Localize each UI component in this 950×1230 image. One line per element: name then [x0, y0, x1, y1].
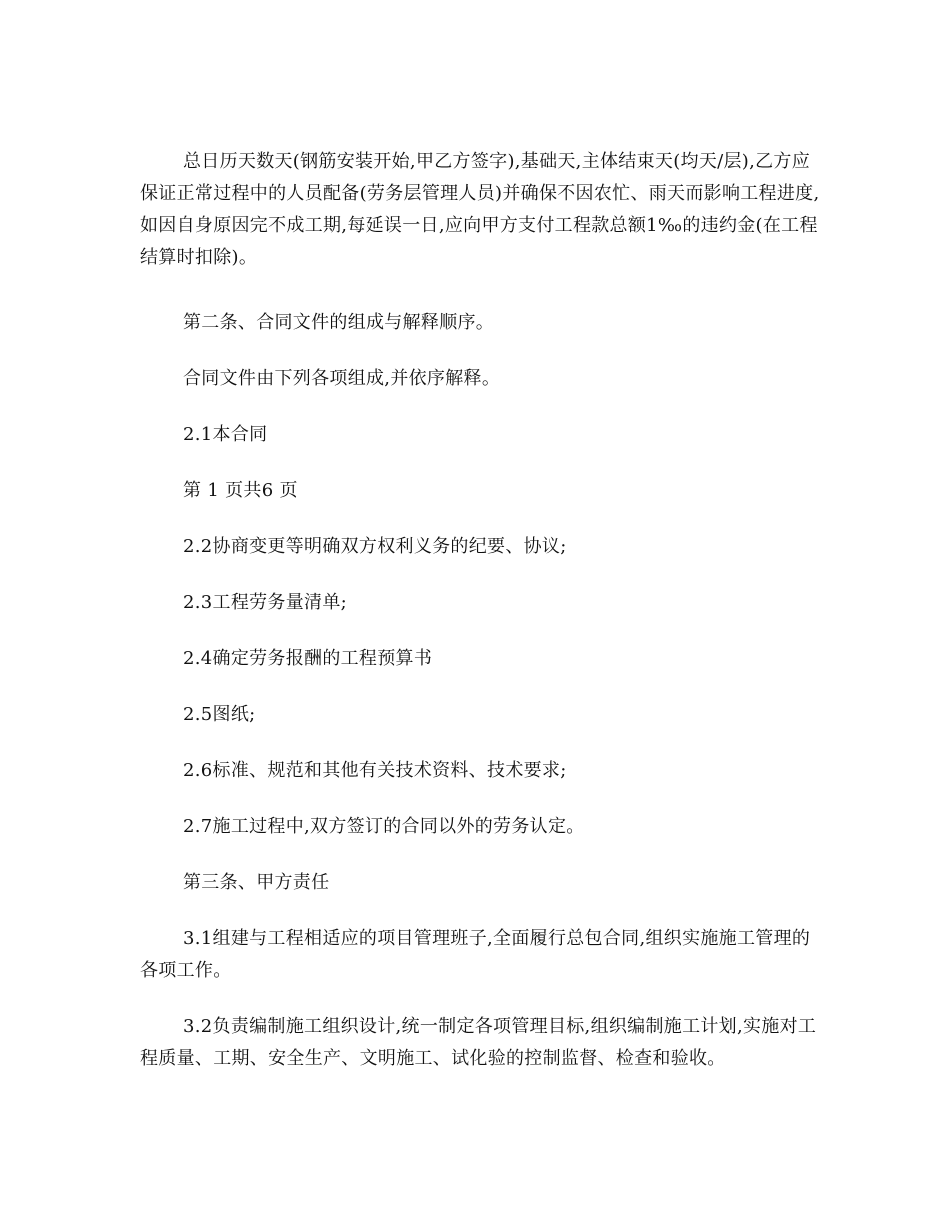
paragraph-contract-docs: 合同文件由下列各项组成,并依序解释。 — [183, 368, 501, 389]
item-3-2: 3.2负责编制施工组织设计,统一制定各项管理目标,组织编制施工计划,实施对工程质量、工期、安全生产、文明施工、试化验的控制监督、检查和验收。 — [140, 1016, 817, 1069]
item-2-2: 2.2协商变更等明确双方权利义务的纪要、协议; — [183, 536, 567, 557]
item-2-4: 2.4确定劳务报酬的工程预算书 — [183, 648, 433, 669]
paragraph-schedule-penalty: 总日历天数天(钢筋安装开始,甲乙方签字),基础天,主体结束天(均天/层),乙方应保证正常过程中的人员配备(劳务层管理人员)并确保不因农忙、雨天而影响工程进度,如因自身原因完不成工期,每延误一日,应向甲方支付工程款总额1‰的违约金(在工程结算时扣除)。 — [140, 151, 820, 268]
item-2-1: 2.1本合同 — [183, 424, 268, 445]
item-2-7: 2.7施工过程中,双方签订的合同以外的劳务认定。 — [183, 816, 585, 837]
article-2-heading: 第二条、合同文件的组成与解释顺序。 — [183, 312, 495, 333]
page-number-footer: 第 1 页共6 页 — [183, 480, 298, 501]
item-2-6: 2.6标准、规范和其他有关技术资料、技术要求; — [183, 760, 567, 781]
item-3-1: 3.1组建与工程相适应的项目管理班子,全面履行总包合同,组织实施施工管理的各项工作。 — [140, 928, 811, 981]
article-3-heading: 第三条、甲方责任 — [183, 872, 330, 893]
item-2-3: 2.3工程劳务量清单; — [183, 592, 347, 613]
item-2-5: 2.5图纸; — [183, 704, 256, 725]
